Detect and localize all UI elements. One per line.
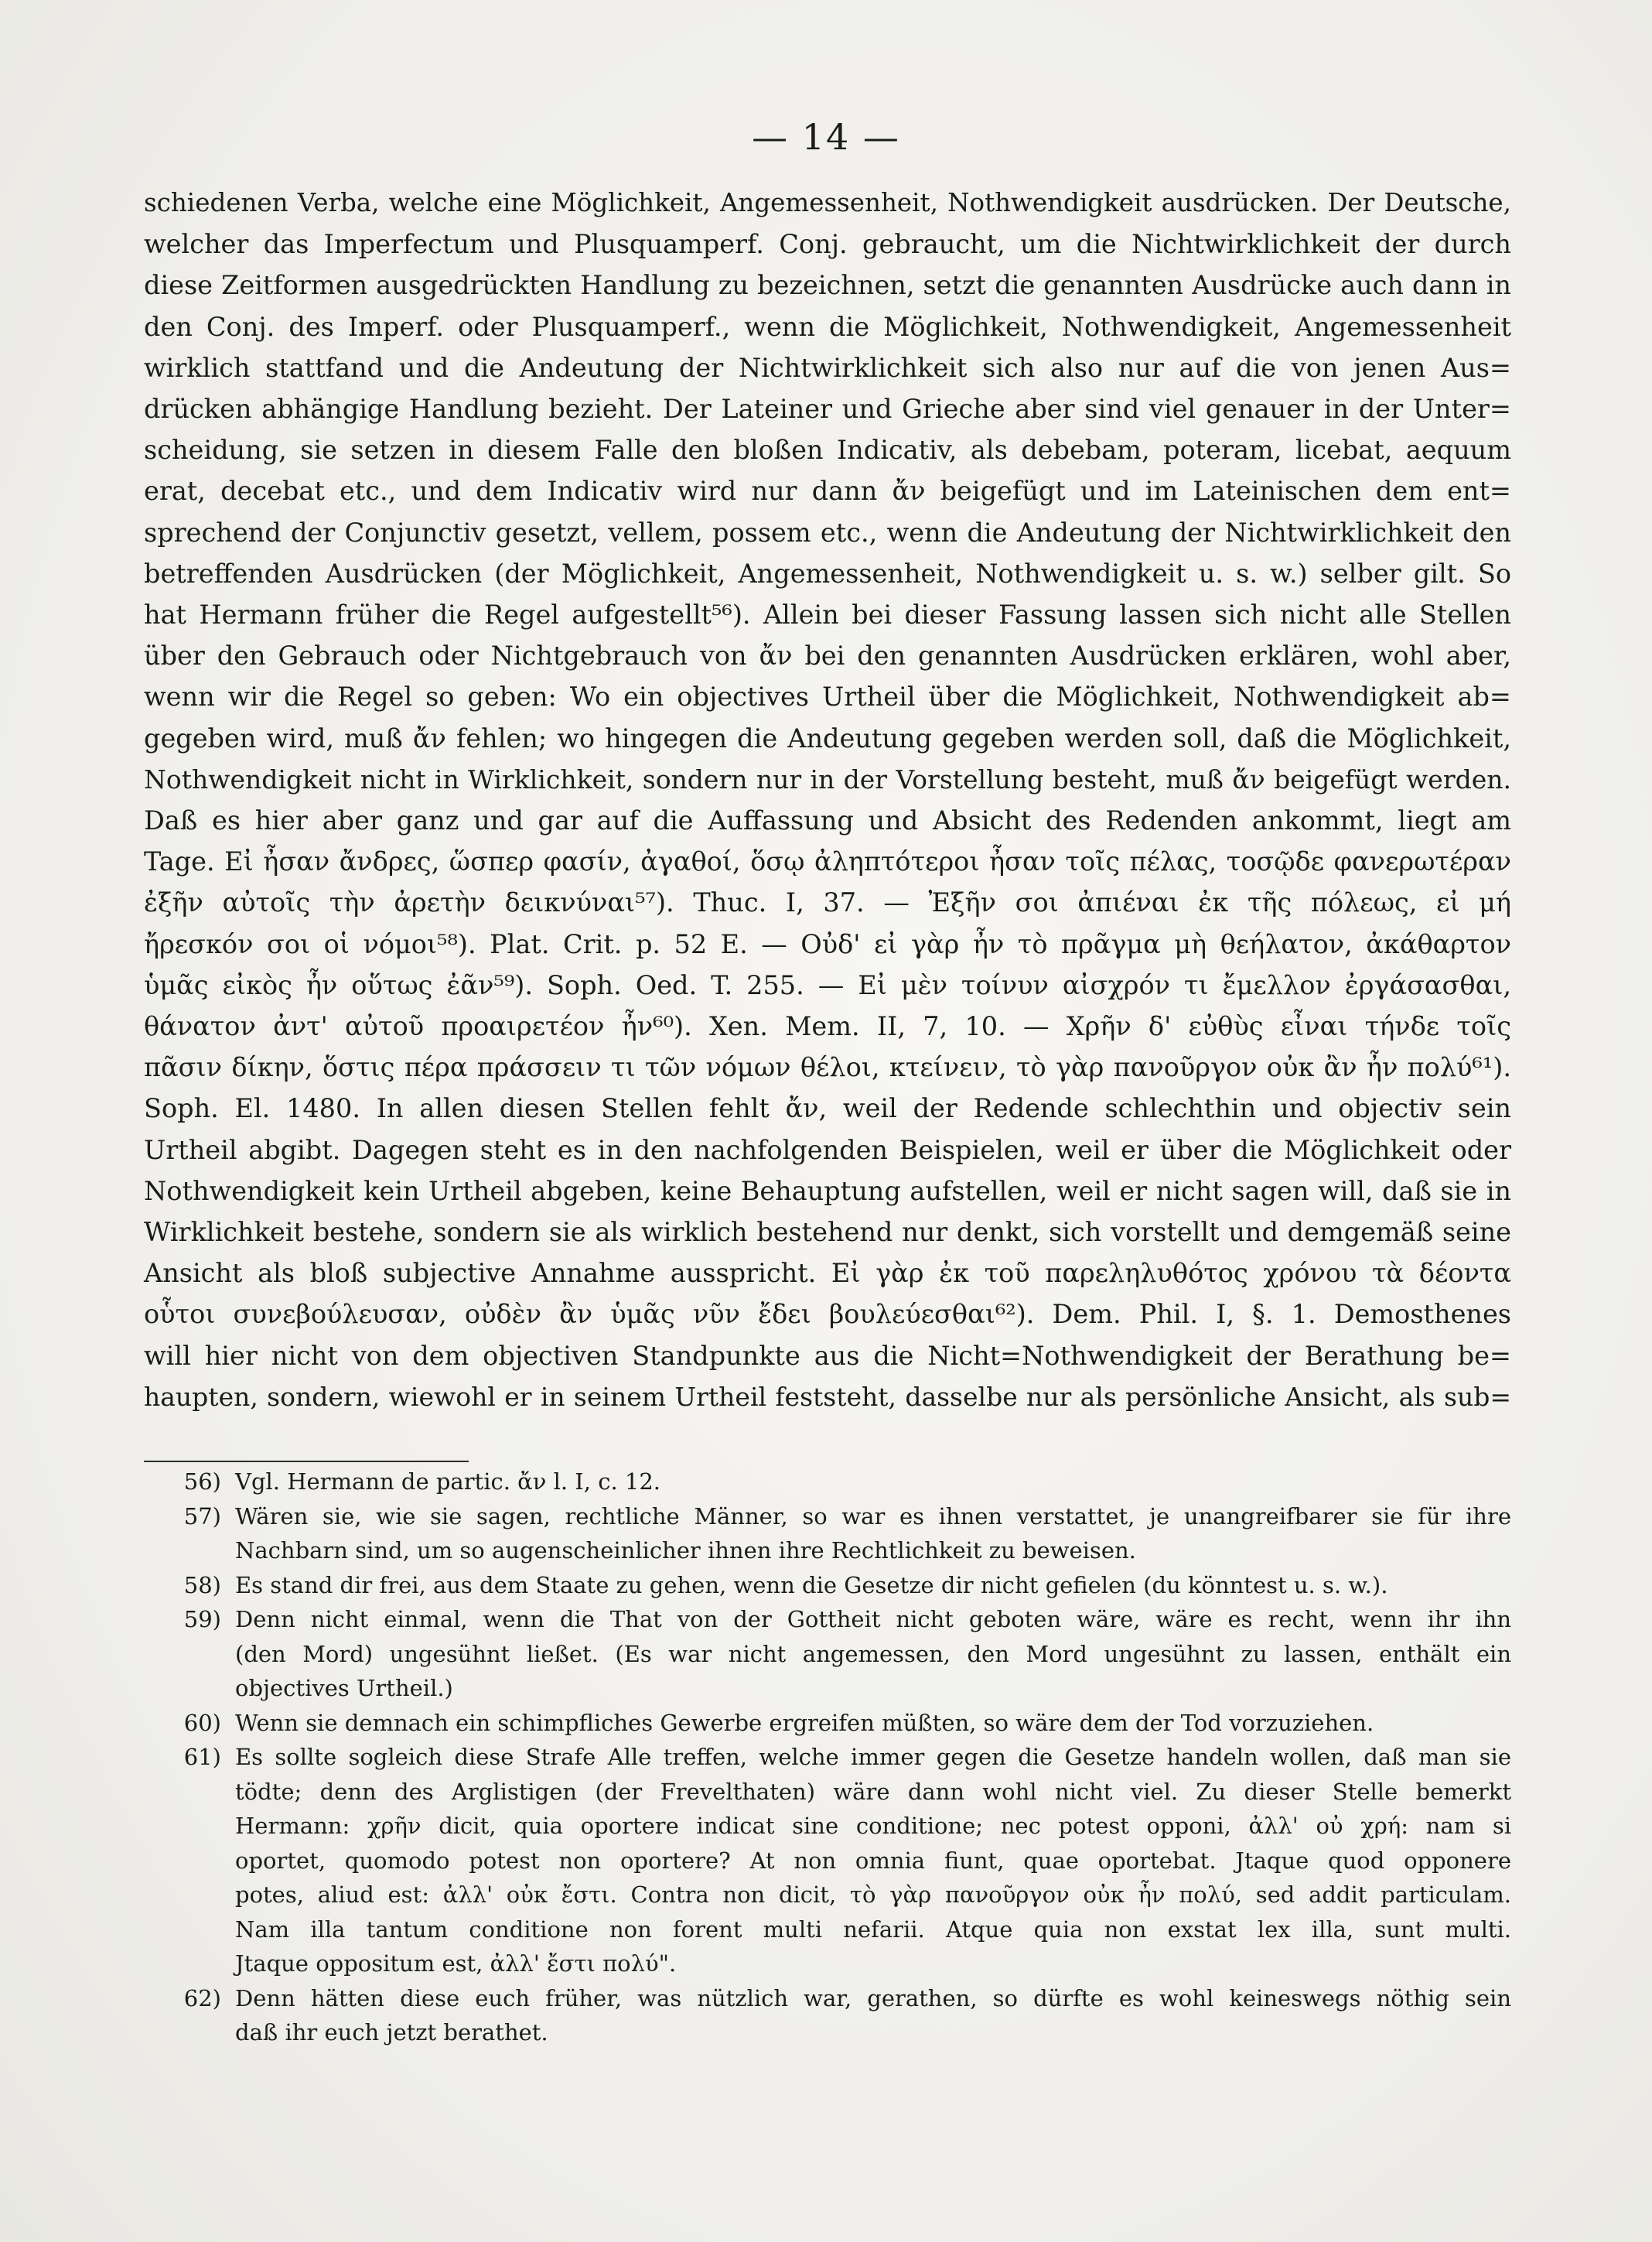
text-line: Tage. Εἰ ἦσαν ἄνδρες, ὥσπερ φασίν, ἀγαθοί, ὅσῳ ἀληπτότεροι ἦσαν τοῖς πέλας, τοσῷδε φανερωτέραν: [144, 846, 1511, 877]
footnote-line: objectives Urtheil.): [235, 1675, 453, 1701]
text-line: erat, decebat etc., und dem Indicativ wird nur dann ἄν beigefügt und im Lateinischen dem ent=: [144, 476, 1511, 507]
footnote: [144, 1706, 1511, 1741]
text-line: Soph. El. 1480. In allen diesen Stellen fehlt ἄν, weil der Redende schlechthin und objectiv sein: [144, 1093, 1511, 1124]
footnote-text: [235, 1568, 1511, 1603]
text-line: Nothwendigkeit nicht in Wirklichkeit, sondern nur in der Vorstellung besteht, muß ἄν beigefügt werden.: [144, 764, 1511, 795]
footnote: [144, 1602, 1511, 1706]
footnote-line: daß ihr euch jetzt berathet.: [235, 2019, 548, 2045]
footnote-text: [235, 1981, 1511, 2050]
footnote-text: [235, 1706, 1511, 1741]
footnote: [144, 1568, 1511, 1603]
footnote-line: Jtaque oppositum est, ἀλλ' ἔστι πολύ".: [235, 1950, 677, 1977]
text-line: drücken abhängige Handlung bezieht. Der Lateiner und Grieche aber sind viel genauer in der Unter=: [144, 394, 1511, 425]
text-line: wirklich stattfand und die Andeutung der Nichtwirklichkeit sich also nur auf die von jenen Aus=: [144, 352, 1511, 383]
footnote-line: Denn nicht einmal, wenn die That von der Gottheit nicht geboten wäre, wäre es recht, wenn ihr ihn: [235, 1606, 1511, 1632]
text-line: diese Zeitformen ausgedrückten Handlung zu bezeichnen, setzt die genannten Ausdrücke auch dann in: [144, 270, 1511, 301]
footnote-line: Vgl. Hermann de partic. ἄν l. I, c. 12.: [235, 1468, 660, 1495]
text-line: scheidung, sie setzen in diesem Falle den bloßen Indicativ, als debebam, poteram, licebat, aequum: [144, 435, 1511, 466]
footnote-number: 59): [183, 1606, 221, 1632]
text-line: πᾶσιν δίκην, ὅστις πέρα πράσσειν τι τῶν νόμων θέλοι, κτείνειν, τὸ γὰρ πανοῦργον οὐκ ἂν ἦν πολύ⁶¹).: [144, 1052, 1511, 1083]
footnote-number: 60): [183, 1709, 221, 1736]
main-text: [144, 183, 1511, 1417]
footnote-line: Es sollte sogleich diese Strafe Alle treffen, welche immer gegen die Gesetze handeln wollen, daß man sie: [235, 1744, 1511, 1770]
footnote-line: oportet, quomodo potest non oportere? At non omnia fiunt, quae oportebat. Jtaque quod opponere: [235, 1847, 1511, 1874]
footnote-line: Hermann: χρῆν dicit, quia oportere indicat sine conditione; nec potest opponi, ἀλλ' οὐ χρή: nam si: [235, 1813, 1511, 1839]
footnote-text: [235, 1464, 1511, 1499]
footnote-number: 62): [183, 1984, 221, 2011]
footnote-line: Denn hätten diese euch früher, was nützlich war, gerathen, so dürfte es wohl keineswegs nöthig sein: [235, 1984, 1511, 2011]
footnote: [144, 1740, 1511, 1981]
footnote-line: Wären sie, wie sie sagen, rechtliche Männer, so war es ihnen verstattet, je unangreifbarer sie für ihre: [235, 1502, 1511, 1529]
footnote: [144, 1499, 1511, 1568]
footnote-line: (den Mord) ungesühnt ließet. (Es war nicht angemessen, den Mord ungesühnt zu lassen, enthält ein: [235, 1640, 1511, 1667]
text-line: betreffenden Ausdrücken (der Möglichkeit, Angemessenheit, Nothwendigkeit u. s. w.) selber gilt. So: [144, 558, 1511, 589]
footnote-number: 56): [183, 1468, 221, 1495]
text-line: Nothwendigkeit kein Urtheil abgeben, keine Behauptung aufstellen, weil er nicht sagen will, daß sie in: [144, 1175, 1511, 1206]
footnote-number: 57): [183, 1502, 221, 1529]
page-number: — 14 —: [752, 116, 900, 158]
text-line: Wirklichkeit bestehe, sondern sie als wirklich bestehend nur denkt, sich vorstellt und demgemäß seine: [144, 1217, 1511, 1248]
text-line: ἤρεσκόν σοι οἱ νόμοι⁵⁸). Plat. Crit. p. 52 E. — Οὐδ' εἰ γὰρ ἦν τὸ πρᾶγμα μὴ θεήλατον, ἀκάθαρτον: [144, 928, 1511, 959]
text-line: Ansicht als bloß subjective Annahme ausspricht. Εἰ γὰρ ἐκ τοῦ παρεληλυθότος χρόνου τὰ δέοντα: [144, 1258, 1511, 1289]
footnote-number: 58): [183, 1571, 221, 1598]
footnote-line: Wenn sie demnach ein schimpfliches Gewerbe ergreifen müßten, so wäre dem der Tod vorzuziehen.: [235, 1709, 1374, 1736]
text-line: οὗτοι συνεβούλευσαν, οὐδὲν ἂν ὑμᾶς νῦν ἔδει βουλεύεσθαι⁶²). Dem. Phil. I, §. 1. Demosthenes: [144, 1299, 1511, 1330]
footnote-line: Nam illa tantum conditione non forent multi nefarii. Atque quia non exstat lex illa, sunt multi.: [235, 1916, 1511, 1943]
footnote-text: [235, 1740, 1511, 1981]
text-line: sprechend der Conjunctiv gesetzt, vellem, possem etc., wenn die Andeutung der Nichtwirklichkeit den: [144, 517, 1511, 548]
footnote-text: [235, 1499, 1511, 1568]
footnote-line: Nachbarn sind, um so augenscheinlicher ihnen ihre Rechtlichkeit zu beweisen.: [235, 1537, 1136, 1564]
footnote-text: [235, 1602, 1511, 1706]
text-line: schiedenen Verba, welche eine Möglichkeit, Angemessenheit, Nothwendigkeit ausdrücken. Der Deutsche,: [144, 188, 1511, 217]
text-line: Urtheil abgibt. Dagegen steht es in den nachfolgenden Beispielen, weil er über die Möglichkeit oder: [144, 1134, 1511, 1165]
footnote: [144, 1981, 1511, 2050]
text-line: ἐξῆν αὐτοῖς τὴν ἀρετὴν δεικνύναι⁵⁷). Thuc. I, 37. — Ἐξῆν σοι ἀπιέναι ἐκ τῆς πόλεως, εἰ μή: [144, 887, 1511, 918]
text-line: welcher das Imperfectum und Plusquamperf. Conj. gebraucht, um die Nichtwirklichkeit der durch: [144, 229, 1511, 260]
text-line: haupten, sondern, wiewohl er in seinem Urtheil feststeht, dasselbe nur als persönliche Ansicht, als sub=: [144, 1381, 1511, 1412]
footnotes: [144, 1464, 1511, 2050]
footnote: [144, 1464, 1511, 1499]
footnote-number: 61): [183, 1744, 221, 1770]
footnote-line: Es stand dir frei, aus dem Staate zu gehen, wenn die Gesetze dir nicht gefielen (du könntest u. s. w.).: [235, 1571, 1388, 1598]
text-line: über den Gebrauch oder Nichtgebrauch von ἄν bei den genannten Ausdrücken erklären, wohl aber,: [144, 641, 1511, 672]
text-line: den Conj. des Imperf. oder Plusquamperf., wenn die Möglichkeit, Nothwendigkeit, Angemessenheit: [144, 311, 1511, 342]
text-line: θάνατον ἀντ' αὐτοῦ προαιρετέον ἦν⁶⁰). Xen. Mem. II, 7, 10. — Χρῆν δ' εὐθὺς εἶναι τήνδε τοῖς: [144, 1011, 1511, 1042]
text-line: Daß es hier aber ganz und gar auf die Auffassung und Absicht des Redenden ankommt, liegt am: [144, 805, 1511, 836]
footnote-line: potes, aliud est: ἀλλ' οὐκ ἔστι. Contra non dicit, τὸ γὰρ πανοῦργον οὐκ ἦν πολύ, sed addit particulam.: [235, 1881, 1511, 1908]
text-line: gegeben wird, muß ἄν fehlen; wo hingegen die Andeutung gegeben werden soll, daß die Möglichkeit,: [144, 723, 1511, 754]
footnote-line: tödte; denn des Arglistigen (der Frevelthaten) wäre dann wohl nicht viel. Zu dieser Stelle bemerkt: [235, 1778, 1511, 1805]
text-line: ὑμᾶς εἰκὸς ἦν οὕτως ἐᾶν⁵⁹). Soph. Oed. T. 255. — Εἰ μὲν τοίνυν αἰσχρόν τι ἔμελλον ἐργάσασθαι,: [144, 969, 1511, 1000]
text-line: hat Hermann früher die Regel aufgestellt⁵⁶). Allein bei dieser Fassung lassen sich nicht alle Stellen: [144, 600, 1511, 631]
text-line: wenn wir die Regel so geben: Wo ein objectives Urtheil über die Möglichkeit, Nothwendigkeit ab=: [144, 682, 1511, 713]
footnote-divider: [144, 1461, 469, 1462]
text-line: will hier nicht von dem objectiven Standpunkte aus die Nicht=Nothwendigkeit der Berathung be=: [144, 1340, 1511, 1371]
